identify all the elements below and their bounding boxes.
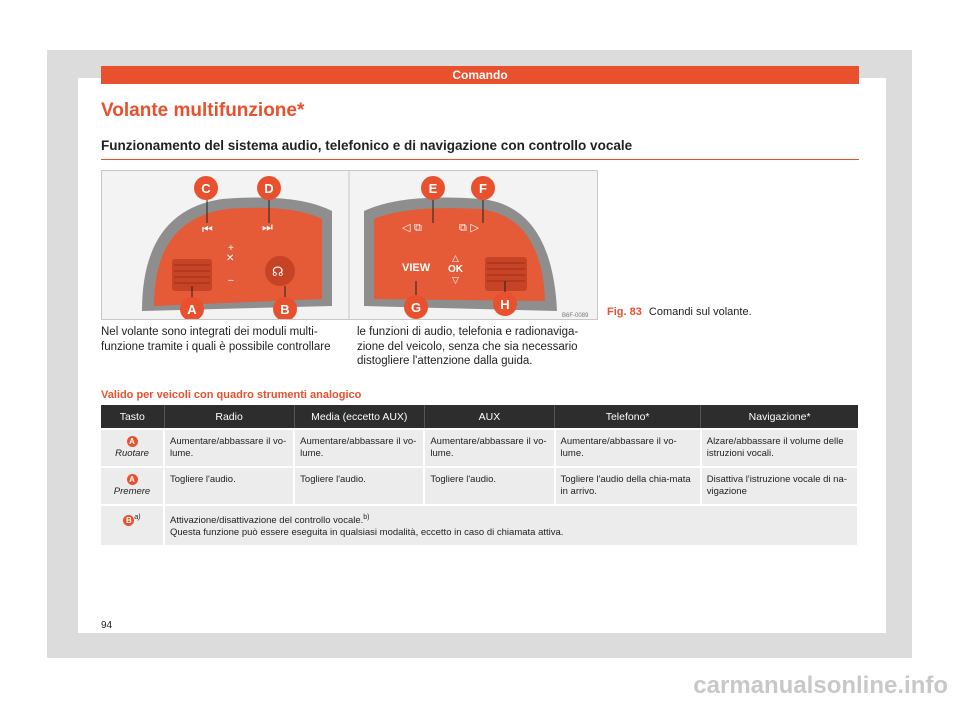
figure-caption-text: Comandi sul volante. — [648, 306, 752, 318]
figure-caption — [607, 306, 752, 318]
key-badge: A — [127, 474, 138, 485]
svg-text:E: E — [428, 181, 438, 196]
section-header: Comando — [101, 66, 859, 84]
down-arrow-icon: ▽ — [452, 276, 459, 286]
figure-code: B6F-0089 — [562, 313, 589, 319]
key-cell — [101, 429, 164, 467]
callout-g — [404, 295, 428, 319]
callout-h — [493, 292, 517, 316]
prev-menu-icon: ◁ ⧉ — [402, 221, 422, 234]
table-header: Media (eccetto AUX) — [294, 405, 424, 429]
view-button-label: VIEW — [402, 262, 431, 274]
table-cell: Togliere l'audio. — [294, 467, 424, 505]
watermark: carmanualsonline.info — [693, 672, 948, 699]
table-header: Tasto — [101, 405, 164, 429]
table-cell-merged — [164, 505, 858, 545]
merged-line2: Questa funzione può essere eseguita in qualsiasi modalità, eccetto in caso di chiamata attiva. — [170, 527, 564, 539]
table-cell: Aumentare/abbassare il vo-lume. — [424, 429, 554, 467]
svg-text:D: D — [264, 181, 274, 196]
table-header-row — [101, 405, 858, 429]
footnote-ref: a) — [134, 514, 141, 521]
controls-table — [101, 405, 859, 545]
body-text-col1: Nel volante sono integrati dei moduli multi-funzione tramite i quali è possibile controllare — [101, 326, 331, 353]
mute-icon: ✕ — [226, 253, 235, 264]
footnote-ref: b) — [363, 514, 370, 521]
callout-f — [471, 176, 495, 200]
table-cell: Aumentare/abbassare il vo-lume. — [555, 429, 701, 467]
table-row — [101, 505, 858, 545]
table-header: AUX — [424, 405, 554, 429]
table-cell: Togliere l'audio. — [164, 467, 294, 505]
merged-line1: Attivazione/disattivazione del controllo vocale. — [170, 515, 364, 527]
voice-control-icon: ☊ — [272, 265, 284, 280]
next-menu-icon: ⧉ ▷ — [459, 221, 479, 234]
table-header: Radio — [164, 405, 294, 429]
key-cell — [101, 505, 164, 545]
ok-button-label: OK — [448, 264, 463, 275]
body-text-col2: le funzioni di audio, telefonia e radionaviga-zione del veicolo, senza che sia necessario distogliere l'attenzione dalla guida. — [357, 326, 579, 367]
table-cell: Alzare/abbassare il volume delle istruzioni vocali. — [701, 429, 858, 467]
svg-text:B: B — [280, 302, 290, 317]
figure-steering-controls — [101, 170, 598, 320]
left-control-panel — [102, 171, 348, 319]
table-cell: Togliere l'audio della chia-mata in arrivo. — [555, 467, 701, 505]
figure-number: Fig. 83 — [607, 306, 642, 318]
page-title: Volante multifunzione* — [101, 100, 305, 121]
prev-track-icon: ⏮ — [202, 222, 213, 236]
volume-minus-label: – — [228, 275, 234, 286]
table-cell: Disattiva l'istruzione vocale di na-vigazione — [701, 467, 858, 505]
table-cell: Togliere l'audio. — [424, 467, 554, 505]
up-arrow-icon: △ — [452, 254, 459, 264]
key-badge: A — [127, 436, 138, 447]
next-track-icon: ⏭ — [262, 220, 273, 234]
key-cell — [101, 467, 164, 505]
table-row — [101, 429, 858, 467]
table-row — [101, 467, 858, 505]
svg-text:F: F — [479, 181, 487, 196]
table-header: Telefono* — [555, 405, 701, 429]
volume-plus-label: + — [228, 243, 234, 254]
svg-text:H: H — [500, 297, 510, 312]
page-subtitle: Funzionamento del sistema audio, telefonico e di navigazione con controllo vocale — [101, 138, 859, 160]
table-cell: Aumentare/abbassare il vo-lume. — [164, 429, 294, 467]
page-number: 94 — [101, 620, 113, 631]
svg-text:G: G — [410, 300, 422, 315]
table-header: Navigazione* — [701, 405, 858, 429]
key-badge: B — [123, 515, 134, 526]
callout-d — [257, 176, 281, 200]
key-action: Ruotare — [115, 448, 149, 459]
callout-c — [194, 176, 218, 200]
svg-text:C: C — [201, 181, 211, 196]
table-cell: Aumentare/abbassare il vo-lume. — [294, 429, 424, 467]
callout-e — [421, 176, 445, 200]
validity-label: Valido per veicoli con quadro strumenti analogico — [101, 389, 362, 401]
svg-text:A: A — [187, 302, 197, 317]
key-action: Premere — [113, 486, 151, 497]
